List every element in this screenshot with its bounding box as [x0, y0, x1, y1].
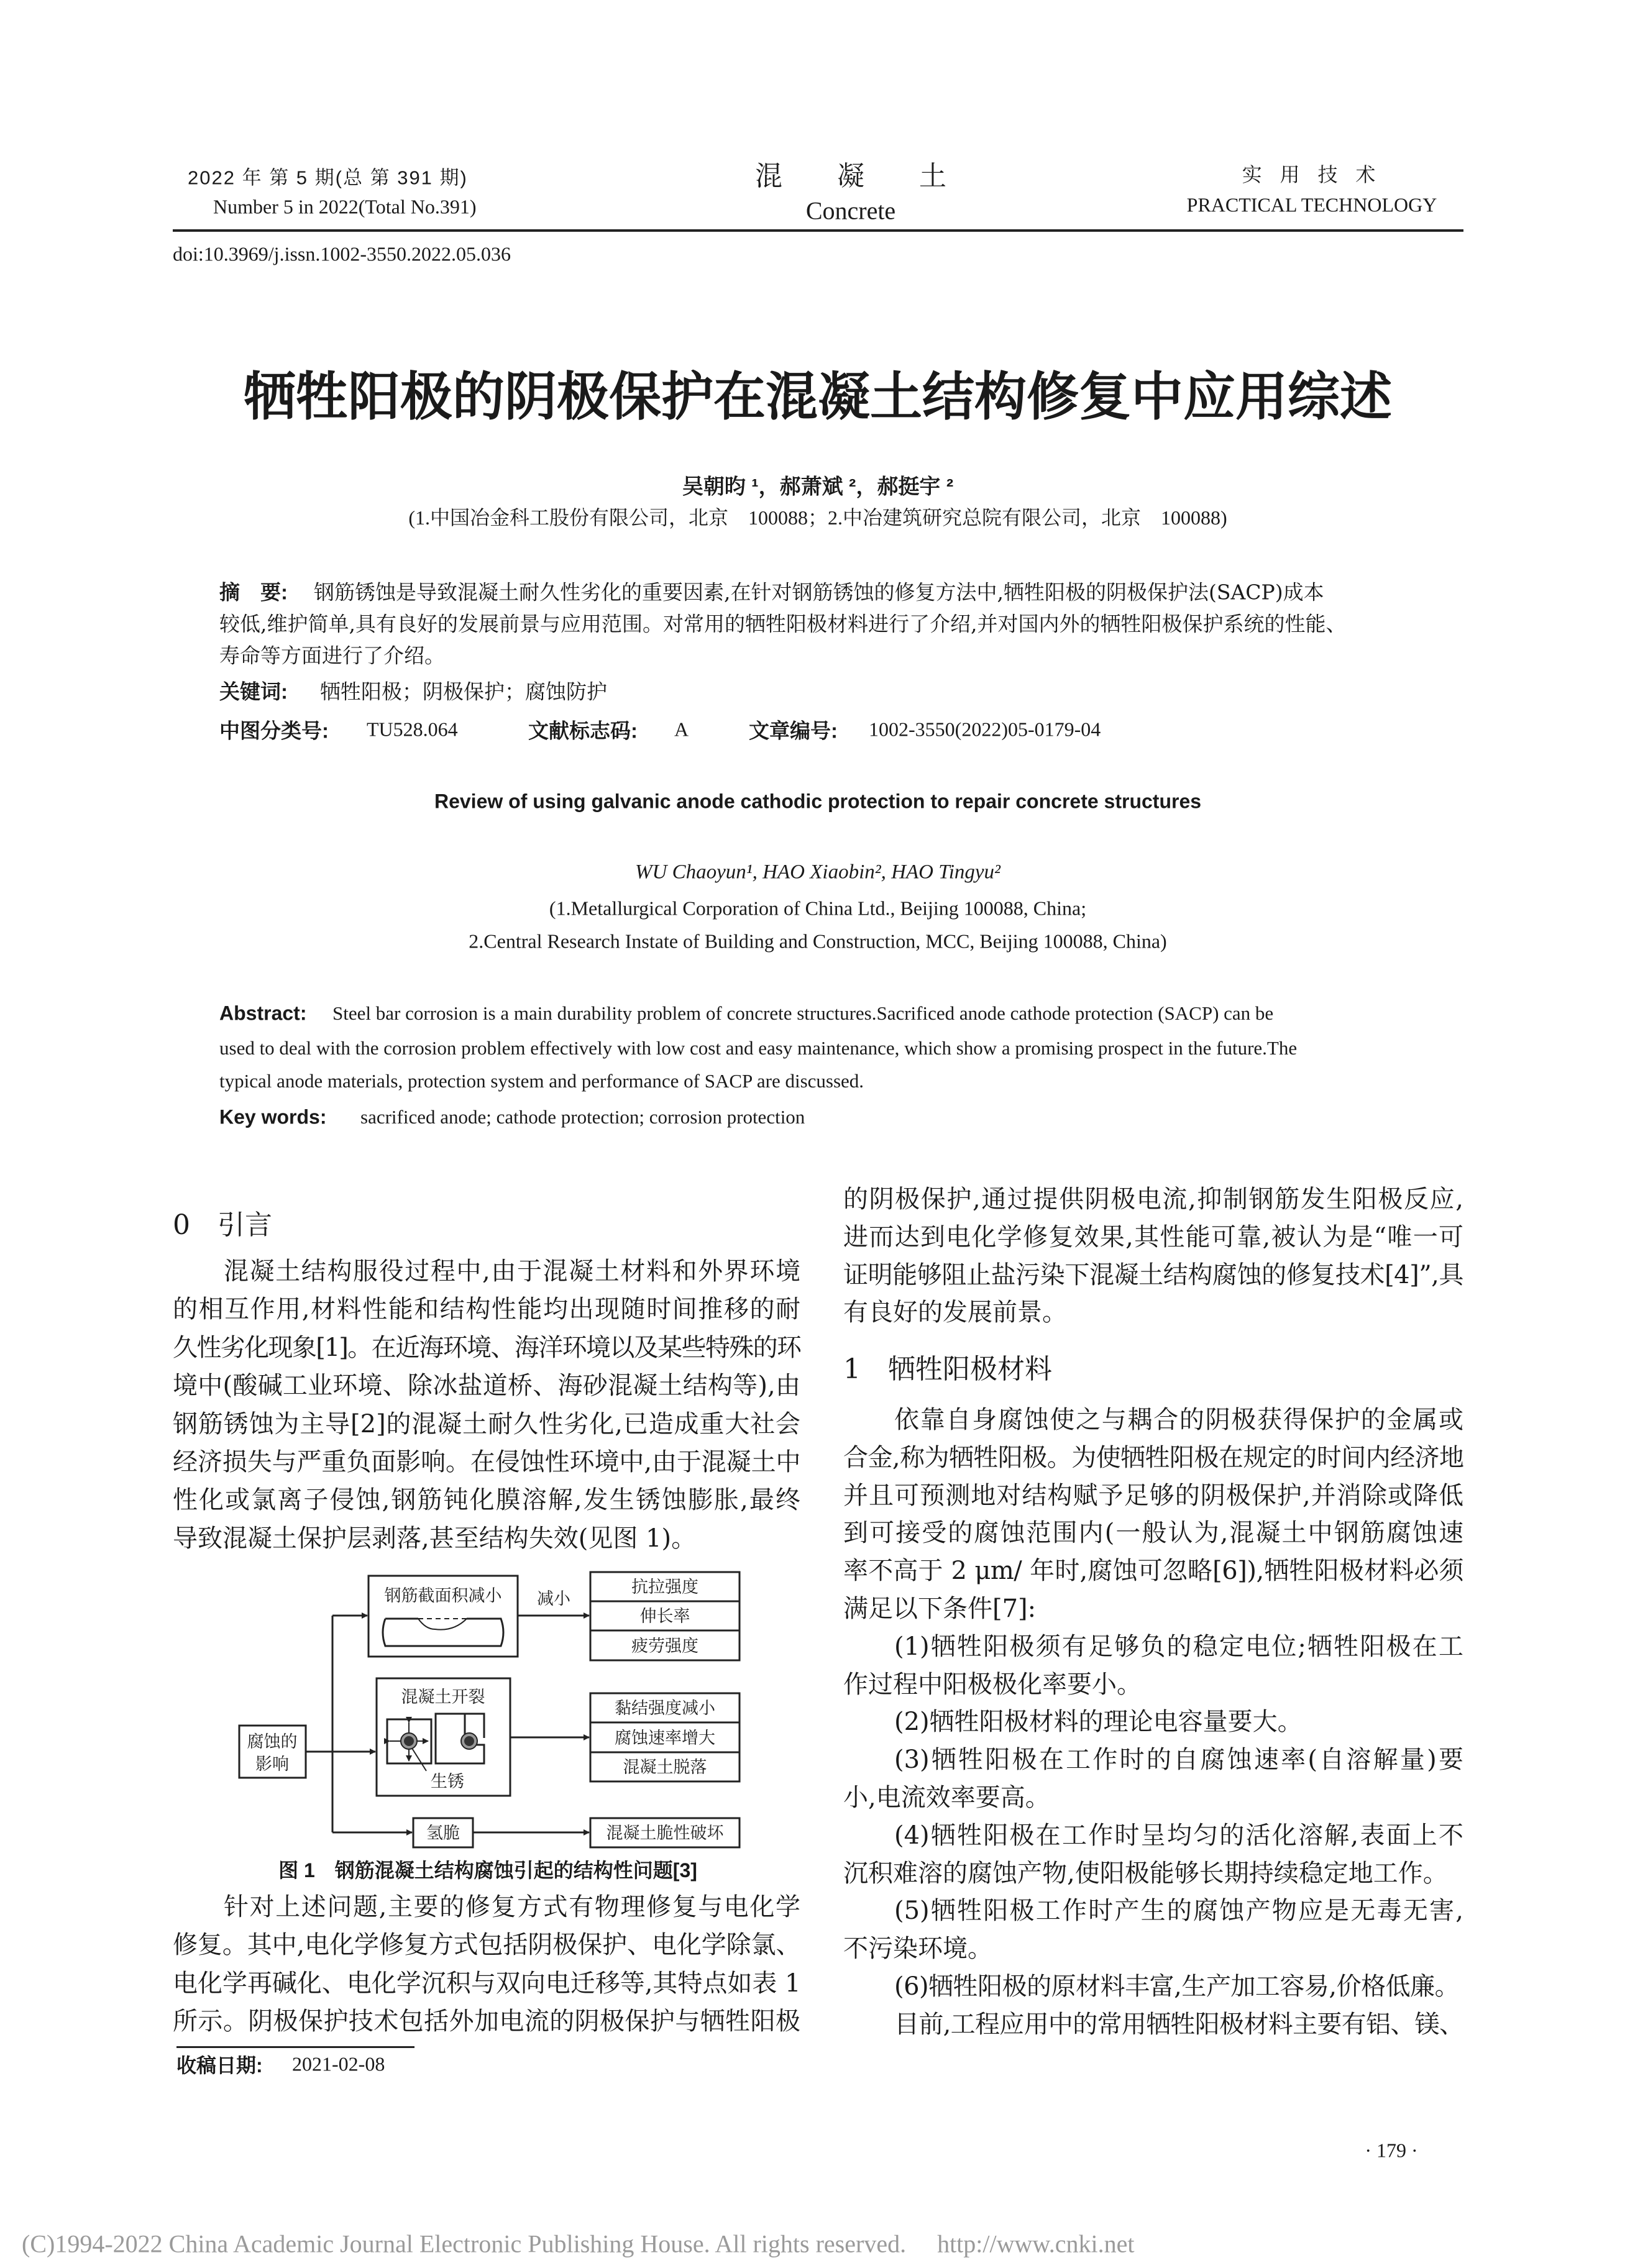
- body-text-line: 所示。阴极保护技术包括外加电流的阴极保护与牺牲阳极: [173, 2007, 800, 2036]
- body-text-line: 修复。其中,电化学修复方式包括阴极保护、电化学除氯、: [173, 1931, 800, 1960]
- fig-stack1-item: 疲劳强度: [631, 1637, 698, 1656]
- body-text-line: 率不高于 2 μm/ 年时,腐蚀可忽略[6]),牺牲阳极材料必须: [843, 1557, 1463, 1586]
- footnote-rule: [176, 2046, 414, 2048]
- article-title-en: Review of using galvanic anode cathodic protection to repair concrete structures: [434, 790, 1202, 813]
- doc-code-label: 文献标志码:: [528, 719, 638, 743]
- section-label-en: PRACTICAL TECHNOLOGY: [1186, 193, 1437, 216]
- body-text-line: 作过程中阳极极化率要小。: [843, 1670, 1142, 1699]
- fig-stack1-item: 抗拉强度: [631, 1578, 698, 1597]
- keywords-cn: 牺牲阳极；阴极保护；腐蚀防护: [320, 679, 607, 704]
- left-body-block-2: [173, 1888, 800, 2041]
- doi: doi:10.3969/j.issn.1002-3550.2022.05.036: [173, 242, 511, 265]
- article-number-value: 1002-3550(2022)05-0179-04: [869, 718, 1101, 741]
- abstract-cn-label: 摘 要:: [219, 580, 288, 604]
- body-text-line: 满足以下条件[7]:: [843, 1594, 1037, 1623]
- affiliation-en-line: (1.Metallurgical Corporation of China Ltd., Beijing 100088, China;: [549, 897, 1087, 920]
- article-title-cn: 牺牲阳极的阴极保护在混凝土结构修复中应用综述: [243, 367, 1393, 426]
- rebar-notch: [418, 1619, 467, 1630]
- received-label: 收稿日期:: [176, 2054, 263, 2077]
- abstract-cn-line: 较低,维护简单,具有良好的发展前景与应用范围。对常用的牺牲阳极材料进行了介绍,并对国内外的牺牲阳极保护系统的性能、: [219, 611, 1347, 636]
- rebar-icon: [383, 1619, 503, 1646]
- keywords-cn-label: 关键词:: [219, 680, 288, 703]
- abstract-cn-line: 钢筋锈蚀是导致混凝土耐久性劣化的重要因素,在针对钢筋锈蚀的修复方法中,牺牲阳极的阴极保护法(SACP)成本: [314, 580, 1324, 605]
- body-text-line: 依靠自身腐蚀使之与耦合的阴极获得保护的金属或: [894, 1406, 1463, 1434]
- body-text-line: 的相互作用,材料性能和结构性能均出现随时间推移的耐: [173, 1295, 800, 1324]
- body-text-line: (3)牺牲阳极在工作时的自腐蚀速率(自溶解量)要: [894, 1745, 1463, 1775]
- body-text-line: 境中(酸碱工业环境、除冰盐道桥、海砂混凝土结构等),由: [173, 1371, 800, 1401]
- fig-stack2-item: 腐蚀速率增大: [615, 1729, 715, 1748]
- affiliation-en-line: 2.Central Research Instate of Building and Construction, MCC, Beijing 100088, China): [469, 930, 1167, 953]
- abstract-en-line: typical anode materials, protection system and performance of SACP are discussed.: [219, 1070, 864, 1092]
- body-text-line: (4)牺牲阳极在工作时呈均匀的活化溶解,表面上不: [894, 1821, 1463, 1850]
- body-text-line: 并且可预测地对结构赋予足够的阴极保护,并消除或降低: [843, 1481, 1463, 1510]
- body-text-line: 合金,称为牺牲阳极。为使牺牲阳极在规定的时间内经济地: [843, 1443, 1463, 1472]
- abstract-en-line: used to deal with the corrosion problem effectively with low cost and easy maintenance, which show a promising prospect in the future.The: [219, 1037, 1298, 1059]
- issue-cn: 2022 年 第 5 期(总 第 391 期): [188, 167, 468, 189]
- clc-label: 中图分类号:: [219, 719, 329, 743]
- body-text-line: 证明能够阻止盐污染下混凝土结构腐蚀的修复技术[4]”,具: [843, 1260, 1463, 1289]
- fig-stack1-item: 伸长率: [639, 1607, 690, 1626]
- body-text-line: (2)牺牲阳极材料的理论电容量要大。: [894, 1708, 1303, 1737]
- body-text-line: 沉积难溶的腐蚀产物,使阳极能够长期持续稳定地工作。: [843, 1859, 1448, 1888]
- body-text-line: 目前,工程应用中的常用牺牲阳极材料主要有铝、镁、: [894, 2010, 1463, 2039]
- fig-label-reduce: 减小: [537, 1589, 570, 1609]
- authors-en: WU Chaoyun¹, HAO Xiaobin², HAO Tingyu²: [635, 861, 1000, 884]
- fig-label-brittle: 混凝土脆性破坏: [606, 1824, 724, 1843]
- fig-label-cause-1: 腐蚀的: [247, 1732, 298, 1752]
- abstract-cn-line: 寿命等方面进行了介绍。: [219, 643, 445, 668]
- keywords-en: sacrificed anode; cathode protection; corrosion protection: [360, 1106, 805, 1128]
- figure-1-caption: 图 1 钢筋混凝土结构腐蚀引起的结构性问题[3]: [278, 1859, 697, 1882]
- body-text-line: 性化或氯离子侵蚀,钢筋钝化膜溶解,发生锈蚀膨胀,最终: [173, 1486, 800, 1515]
- body-text-line: 有良好的发展前景。: [843, 1298, 1067, 1327]
- page-number: · 179 ·: [1365, 2139, 1418, 2162]
- fig-label-hydrogen: 氢脆: [426, 1824, 460, 1843]
- body-text-line: 混凝土结构服役过程中,由于混凝土材料和外界环境: [224, 1257, 800, 1286]
- section-0-heading: 0 引言: [173, 1209, 272, 1241]
- fig-stack2-item: 黏结强度减小: [615, 1699, 715, 1718]
- journal-title-en: Concrete: [805, 196, 896, 225]
- body-text-line: (6)牺牲阳极的原材料丰富,生产加工容易,价格低廉。: [894, 1972, 1460, 2001]
- body-text-line: 不污染环境。: [843, 1934, 992, 1964]
- fig-stack2-item: 混凝土脱落: [623, 1758, 707, 1777]
- body-text-line: 导致混凝土保护层剥落,甚至结构失效(见图 1)。: [173, 1524, 697, 1553]
- abstract-en-label: Abstract:: [219, 1002, 307, 1025]
- doc-code-value: A: [674, 718, 689, 741]
- body-text-line: 电化学再碱化、电化学沉积与双向电迁移等,其特点如表 1: [173, 1968, 800, 1998]
- clc-value: TU528.064: [367, 718, 458, 741]
- abstract-en-line: Steel bar corrosion is a main durability problem of concrete structures.Sacrificed anode cathode protection (SACP) can be: [332, 1002, 1274, 1024]
- keywords-en-label: Key words:: [219, 1105, 327, 1128]
- body-text-line: 久性劣化现象[1]。在近海环境、海洋环境以及某些特殊的环: [173, 1333, 800, 1362]
- authors-cn: 吴朝昀 ¹，郝萧斌 ²，郝挺宇 ²: [682, 475, 954, 499]
- right-body-block-1: [843, 1181, 1463, 1332]
- body-text-line: (1)牺牲阳极须有足够负的稳定电位;牺牲阳极在工: [894, 1632, 1463, 1661]
- body-text-line: 到可接受的腐蚀范围内(一般认为,混凝土中钢筋腐蚀速: [843, 1519, 1463, 1548]
- fig-label-rust: 生锈: [431, 1772, 464, 1791]
- body-text-line: 的阴极保护,通过提供阴极电流,抑制钢筋发生阳极反应,: [843, 1185, 1463, 1214]
- fig-label-cracking: 混凝土开裂: [401, 1688, 485, 1707]
- article-number-label: 文章编号:: [749, 719, 838, 743]
- section-1-heading: 1 牺牲阳极材料: [843, 1353, 1052, 1385]
- received-date: 2021-02-08: [292, 2052, 385, 2075]
- body-text-line: 针对上述问题,主要的修复方式有物理修复与电化学: [224, 1893, 800, 1921]
- affiliation-cn: (1.中国冶金科工股份有限公司，北京 100088；2.中冶建筑研究总院有限公司，北京 100088): [408, 506, 1227, 529]
- issue-en: Number 5 in 2022(Total No.391): [213, 195, 477, 218]
- fig-label-section-loss: 钢筋截面积减小: [384, 1586, 502, 1606]
- section-label-cn: 实 用 技 术: [1242, 163, 1382, 186]
- body-text-line: 进而达到电化学修复效果,其性能可靠,被认为是“唯一可: [843, 1222, 1463, 1251]
- right-body-block-2: [843, 1401, 1463, 2044]
- journal-title-cn: 混 凝 土: [755, 161, 946, 191]
- body-text-line: 小,电流效率要高。: [843, 1783, 1050, 1812]
- fig-label-cause-2: 影响: [255, 1755, 289, 1774]
- body-text-line: 经济损失与严重负面影响。在侵蚀性环境中,由于混凝土中: [173, 1447, 800, 1476]
- copyright-notice: (C)1994-2022 China Academic Journal Electronic Publishing House. All rights reserved. http://www.cnki.net: [22, 2229, 1135, 2258]
- body-text-line: (5)牺牲阳极工作时产生的腐蚀产物应是无毒无害,: [894, 1896, 1463, 1926]
- body-text-line: 钢筋锈蚀为主导[2]的混凝土耐久性劣化,已造成重大社会: [173, 1409, 800, 1438]
